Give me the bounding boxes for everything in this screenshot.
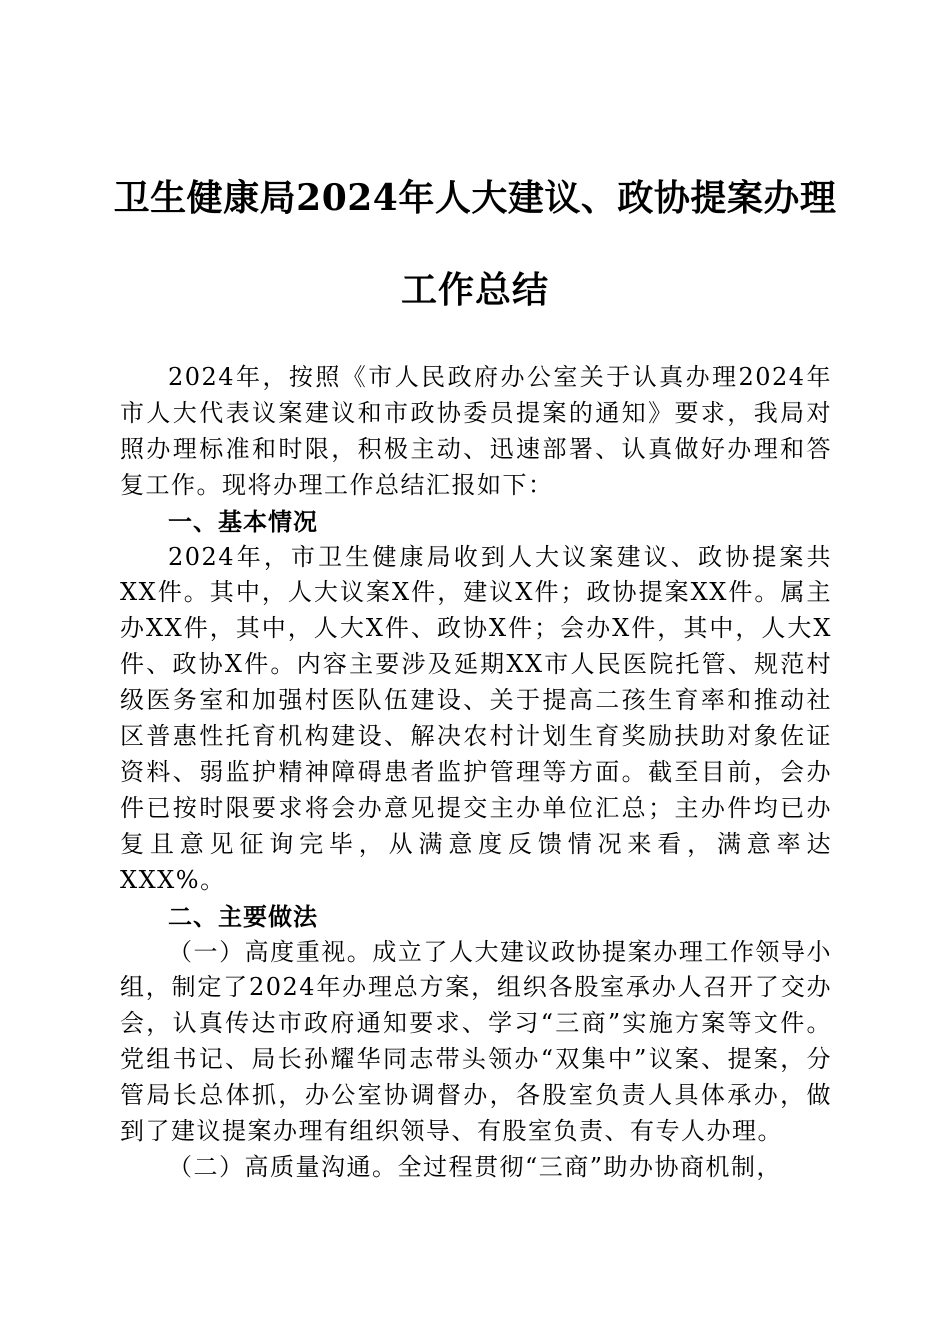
section-heading-basic-situation: 一、基本情况 xyxy=(168,506,318,536)
intro-paragraph: 2024年，按照《市人民政府办公室关于认真办理2024年市人大代表议案建议和市政协委员提案的通知》要求，我局对照办理标准和时限，积极主动、迅速部署、认真做好办理和答复工作。现将办理工作总结汇报如下： xyxy=(120,363,832,499)
document-title-line-1: 卫生健康局2024年人大建议、政协提案办理 xyxy=(113,177,837,219)
practice-paragraph-2: （二）高质量沟通。全过程贯彻“三商”助办协商机制， xyxy=(168,1152,783,1181)
basic-situation-paragraph: 2024年，市卫生健康局收到人大议案建议、政协提案共XX件。其中，人大议案X件，建议X件；政协提案XX件。属主办XX件，其中，人大X件、政协X件；会办X件，其中，人大X件、政协X件。内容主要涉及延期XX市人民医院托管、规范村级医务室和加强村医队伍建设、关于提高二孩生育率和推动社区普惠性托育机构建设、解决农村计划生育奖励扶助对象佐证资料、弱监护精神障碍患者监护管理等方面。截至目前，会办件已按时限要求将会办意见提交主办单位汇总；主办件均已办复且意见征询完毕，从满意度反馈情况来看，满意率达XXX%。 xyxy=(120,542,832,894)
document-title-line-2: 工作总结 xyxy=(400,269,549,311)
practice-paragraph-1: （一）高度重视。成立了人大建议政协提案办理工作领导小组，制定了2024年办理总方案，组织各股室承办人召开了交办会，认真传达市政府通知要求、学习“三商”实施方案等文件。党组书记、局长孙耀华同志带头领办“双集中”议案、提案，分管局长总体抓，办公室协调督办，各股室负责人具体承办，做到了建议提案办理有组织领导、有股室负责、有专人办理。 xyxy=(120,937,832,1146)
document-body xyxy=(120,360,832,1186)
section-heading-main-practices: 二、主要做法 xyxy=(168,901,318,931)
